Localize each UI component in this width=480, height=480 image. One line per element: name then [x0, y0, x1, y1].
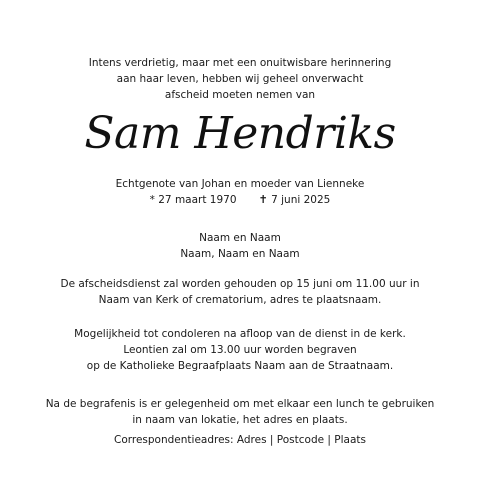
- service-line-1: De afscheidsdienst zal worden gehouden op 15 juni om 11.00 uur in: [60, 278, 420, 290]
- intro-text: [0, 55, 480, 103]
- service-text: [0, 276, 480, 308]
- lunch-text: [0, 396, 480, 428]
- cross-icon: ✝: [258, 193, 268, 206]
- intro-line-2: aan haar leven, hebben wij geheel onverwacht: [116, 73, 364, 85]
- correspondence-address: Correspondentieadres: Adres | Postcode | Plaats: [113, 434, 366, 446]
- death-date: 7 juni 2025: [271, 194, 331, 206]
- condolence-text: [0, 326, 480, 374]
- condolence-line-1: Mogelijkheid tot condoleren na afloop van de dienst in de kerk.: [74, 328, 406, 340]
- intro-line-1: Intens verdrietig, maar met een onuitwisbare herinnering: [88, 57, 392, 69]
- lunch-line-2: in naam van lokatie, het adres en plaats.: [132, 414, 348, 426]
- condolence-line-3: op de Katholieke Begraafplaats Naam aan de Straatnaam.: [86, 360, 394, 372]
- family-line-2: Naam, Naam en Naam: [180, 248, 300, 260]
- intro-line-3: afscheid moeten nemen van: [164, 89, 316, 101]
- condolence-line-2: Leontien zal om 13.00 uur worden begraven: [123, 344, 357, 356]
- family-names: [0, 230, 480, 262]
- family-line-1: Naam en Naam: [199, 232, 281, 244]
- deceased-name: Sam Hendriks: [84, 108, 396, 159]
- life-dates: [0, 192, 480, 208]
- relation-text: Echtgenote van Johan en moeder van Lienneke: [115, 178, 365, 190]
- lunch-line-1: Na de begrafenis is er gelegenheid om met elkaar een lunch te gebruiken: [45, 398, 435, 410]
- service-line-2: Naam van Kerk of crematorium, adres te plaatsnaam.: [98, 294, 382, 306]
- birth-date: * 27 maart 1970: [149, 194, 237, 206]
